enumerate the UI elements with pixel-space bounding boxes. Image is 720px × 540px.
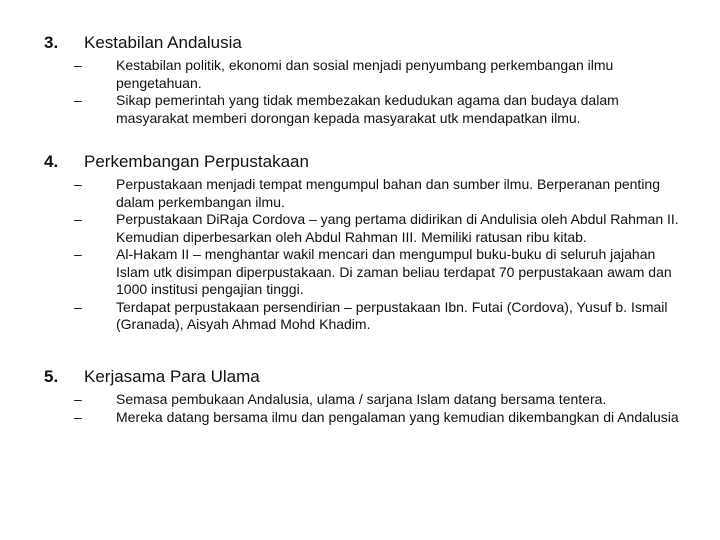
dash-bullet: –	[74, 176, 82, 192]
dash-bullet: –	[74, 391, 82, 407]
bullet-list	[0, 391, 720, 426]
list-item	[0, 409, 720, 427]
list-item-text: Semasa pembukaan Andalusia, ulama / sarjana Islam datang bersama tentera.	[116, 391, 607, 407]
list-item	[0, 211, 720, 246]
dash-bullet: –	[74, 92, 82, 108]
bullet-list	[0, 57, 720, 127]
dash-bullet: –	[74, 246, 82, 262]
list-item	[0, 92, 720, 127]
section-number: 4.	[44, 152, 59, 171]
dash-bullet: –	[74, 211, 82, 227]
list-item	[0, 299, 720, 334]
section-title: Kestabilan Andalusia	[84, 33, 242, 52]
list-item	[0, 246, 720, 299]
list-item	[0, 57, 720, 92]
bullet-list	[0, 176, 720, 334]
list-item	[0, 176, 720, 211]
list-item-text: Perpustakaan menjadi tempat mengumpul bahan dan sumber ilmu. Berperanan penting dalam perkembangan ilmu.	[116, 176, 661, 210]
dash-bullet: –	[74, 57, 82, 73]
section-number: 3.	[44, 33, 59, 52]
list-item-text: Mereka datang bersama ilmu dan pengalaman yang kemudian dikembangkan di Andalusia	[116, 408, 679, 425]
dash-bullet: –	[74, 298, 82, 315]
dash-bullet: –	[74, 408, 82, 425]
list-item-text: Al-Hakam II – menghantar wakil mencari dan mengumpul buku-buku di seluruh jajahan Islam utk disimpan diperpustakaan. Di zaman beliau terdapat 70 perpustakaan awam dan 1000 institusi pengajian tinggi.	[116, 246, 672, 297]
section-title: Perkembangan Perpustakaan	[84, 152, 309, 171]
list-item-text: Sikap pemerintah yang tidak membezakan kedudukan agama dan budaya dalam masyarakat memberi dorongan kepada masyarakat utk mendapatkan ilmu.	[116, 92, 619, 126]
list-item-text: Kestabilan politik, ekonomi dan sosial menjadi penyumbang perkembangan ilmu pengetahuan.	[116, 57, 614, 91]
list-item	[0, 391, 720, 409]
list-item-text: Terdapat perpustakaan persendirian – perpustakaan Ibn. Futai (Cordova), Yusuf b. Ismail (Granada), Aisyah Ahmad Mohd Khadim.	[116, 298, 668, 332]
list-item-text: Perpustakaan DiRaja Cordova – yang pertama didirikan di Andulisia oleh Abdul Rahman II. Kemudian diperbesarkan oleh Abdul Rahman III. Memiliki ratusan ribu kitab.	[116, 211, 679, 245]
section-number: 5.	[44, 367, 59, 386]
section-title: Kerjasama Para Ulama	[84, 367, 260, 386]
